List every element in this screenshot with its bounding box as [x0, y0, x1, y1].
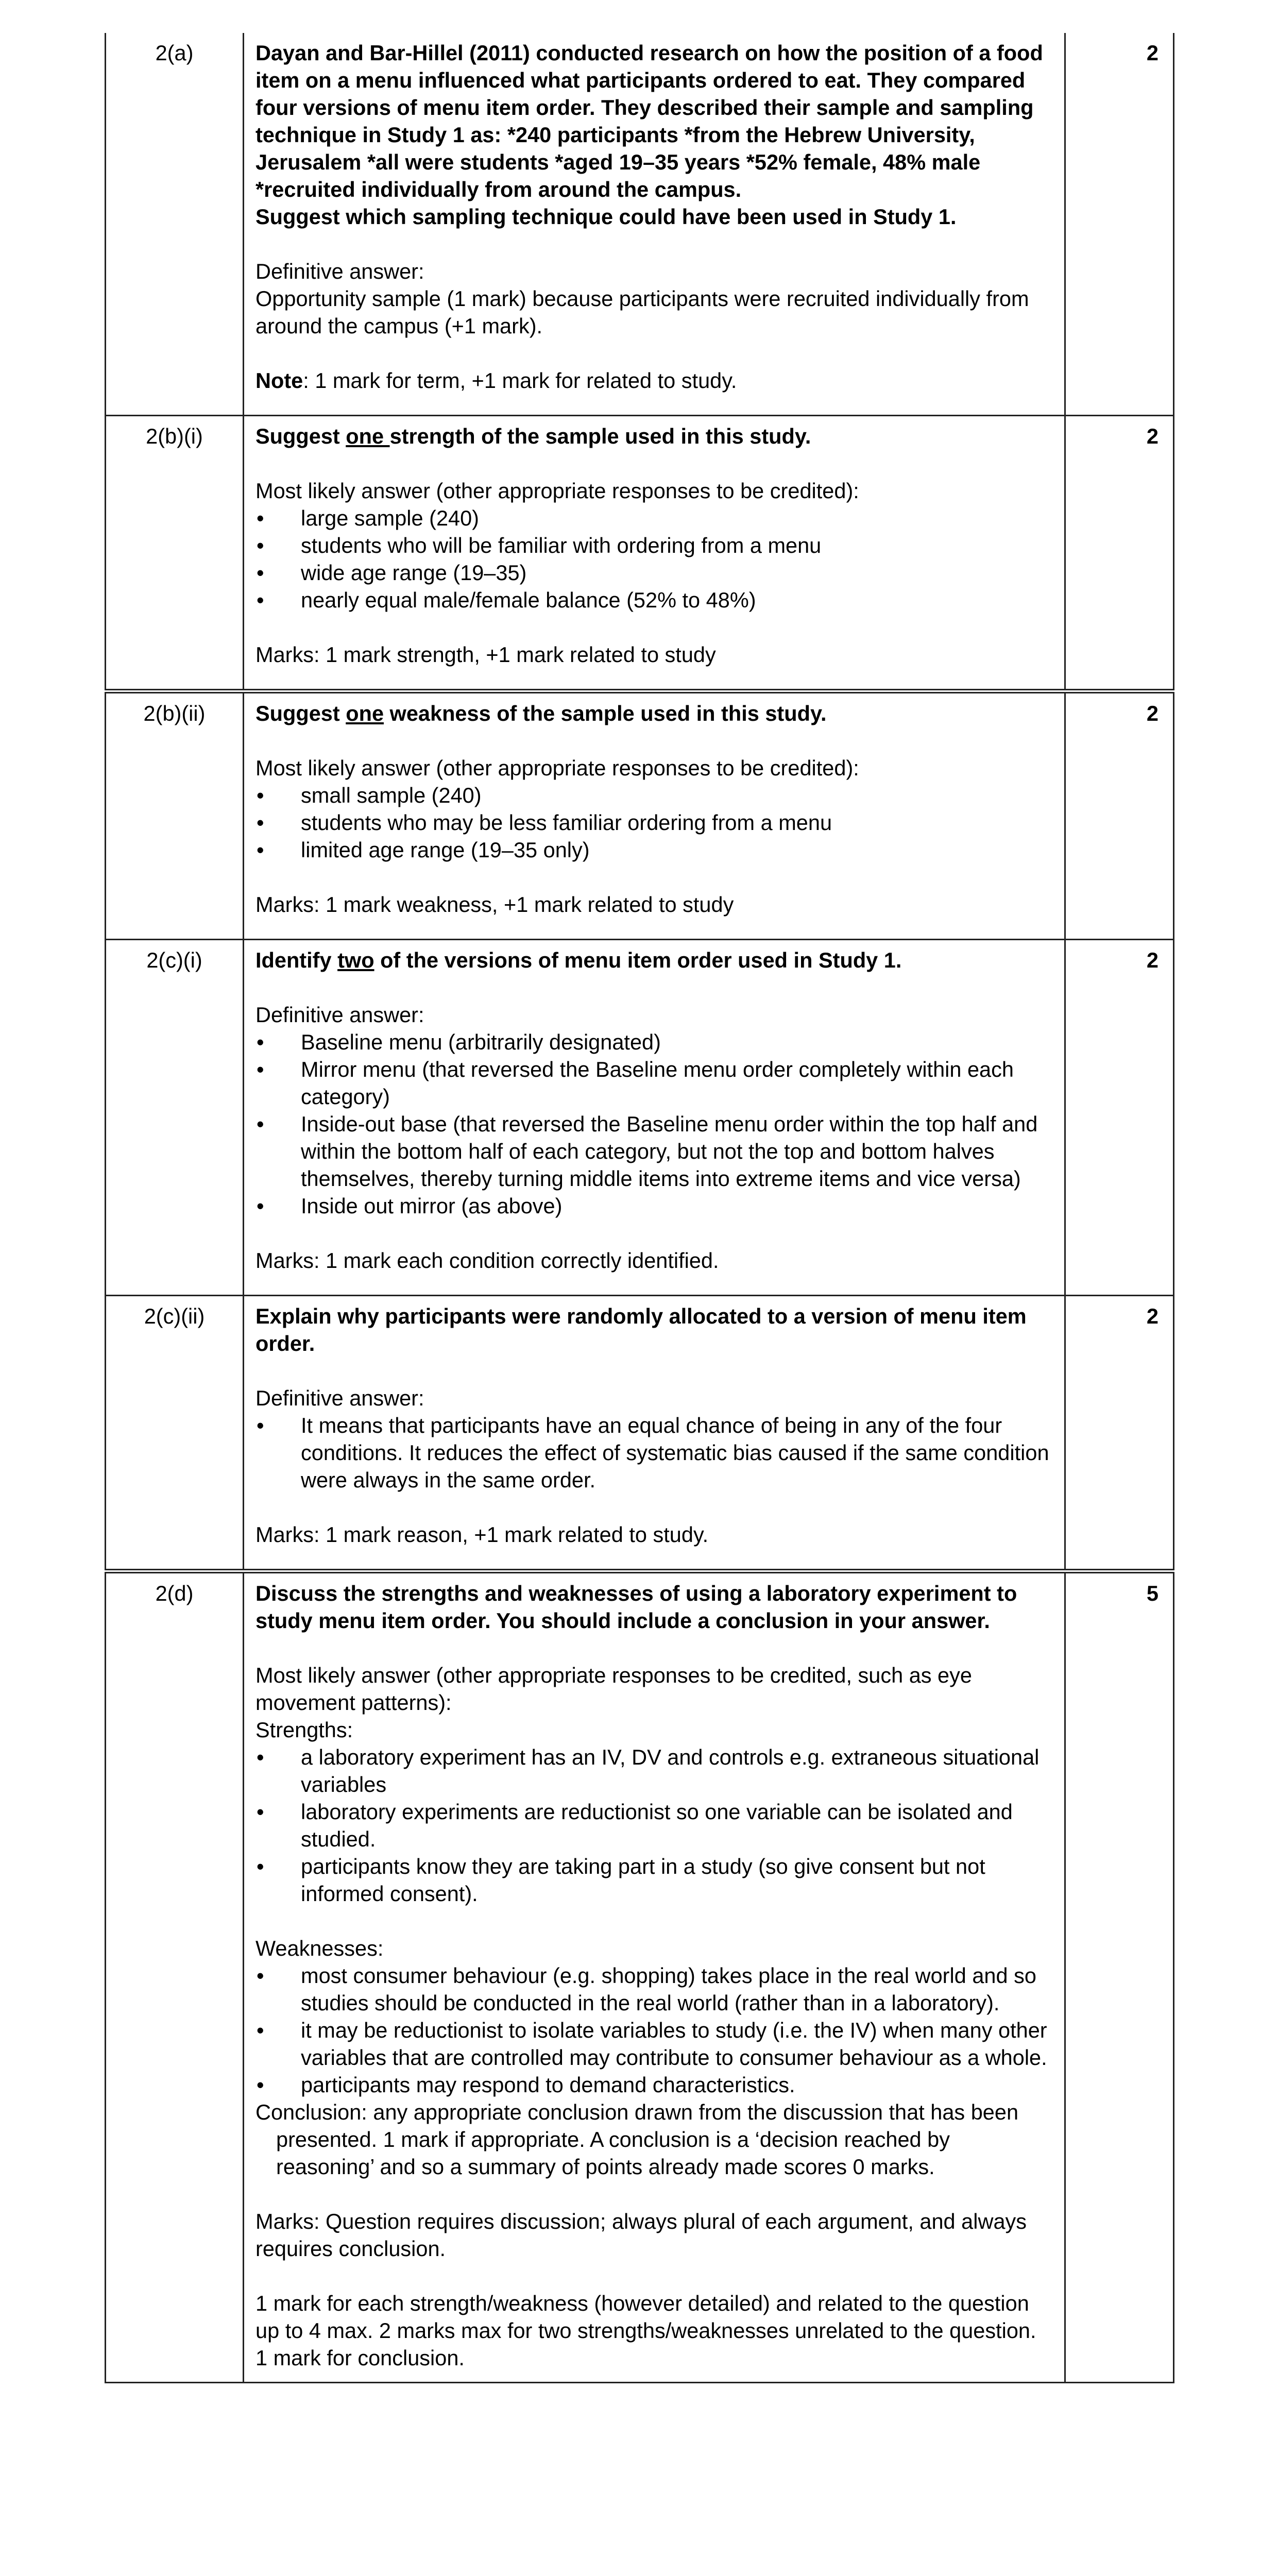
question-text-end: strength of the sample used in this study. — [389, 424, 811, 448]
list-item: • Mirror menu (that reversed the Baseline menu order completely within each category) — [255, 1056, 1050, 1110]
question-text: Dayan and Bar-Hillel (2011) conducted research on how the position of a food item on a menu influenced what participants ordered to eat. They compared four versions of menu item order. They described their sample and sampling technique in Study 1 as: *240 participants *from the Hebrew University, Jerusalem *all were students *aged 19–35 years *52% female, 48% male *recruited individually from around the campus. — [255, 41, 1043, 201]
question-row-2ci — [106, 940, 1174, 1296]
marks-value: 5 — [1065, 1571, 1174, 2383]
list-item: • nearly equal male/female balance (52% to 48%) — [255, 586, 1050, 614]
question-content — [244, 940, 1065, 1296]
answer-label: Most likely answer (other appropriate responses to be credited): — [255, 756, 859, 780]
answer-label: Definitive answer: — [255, 1386, 424, 1410]
list-item: • limited age range (19–35 only) — [255, 836, 1050, 863]
question-emphasis: two — [337, 948, 374, 972]
note-text: : 1 mark for term, +1 mark for related to study. — [303, 368, 737, 393]
question-text-end: of the versions of menu item order used in Study 1. — [374, 948, 902, 972]
question-emphasis: one — [346, 701, 384, 725]
marks-value: 2 — [1065, 416, 1174, 691]
answer-text: Opportunity sample (1 mark) because participants were recruited individually from around the campus (+1 mark). — [255, 286, 1029, 338]
question-text-start: Suggest — [255, 701, 346, 725]
question-text — [255, 700, 1050, 727]
question-text — [255, 422, 1050, 450]
question-row-2cii — [106, 1296, 1174, 1571]
question-content — [244, 1571, 1065, 2383]
answer-list — [255, 1412, 1050, 1494]
question-number: 2(b)(i) — [106, 416, 244, 691]
marks-guidance: Marks: 1 mark weakness, +1 mark related to study — [255, 892, 734, 917]
list-item: • Baseline menu (arbitrarily designated) — [255, 1028, 1050, 1056]
marks-value: 2 — [1065, 1296, 1174, 1571]
answer-label: Most likely answer (other appropriate responses to be credited): — [255, 479, 859, 503]
question-prompt: Suggest which sampling technique could have been used in Study 1. — [255, 205, 957, 229]
answer-list — [255, 782, 1050, 863]
question-text — [255, 946, 1050, 974]
mark-scheme-table — [105, 33, 1174, 2383]
answer-label: Definitive answer: — [255, 1003, 424, 1027]
question-number: 2(d) — [106, 1571, 244, 2383]
list-item: • Inside-out base (that reversed the Baseline menu order within the top half and within the bottom half of each category, but not the top and bottom halves themselves, thereby turning middle items into extreme items and vice versa) — [255, 1110, 1050, 1192]
conclusion-guidance: Conclusion: any appropriate conclusion drawn from the discussion that has been presented. 1 mark if appropriate. A conclusion is a ‘decision reached by reasoning’ and so a summary of points already made scores 0 marks. — [255, 2100, 1019, 2179]
question-number: 2(a) — [106, 33, 244, 416]
list-item: • participants may respond to demand characteristics. — [255, 2071, 1050, 2098]
list-item: • a laboratory experiment has an IV, DV and controls e.g. extraneous situational variables — [255, 1743, 1050, 1798]
list-item: • laboratory experiments are reductionist so one variable can be isolated and studied. — [255, 1798, 1050, 1853]
strengths-list — [255, 1743, 1050, 1907]
marks-value: 2 — [1065, 940, 1174, 1296]
list-item: • students who may be less familiar ordering from a menu — [255, 809, 1050, 836]
weaknesses-label: Weaknesses: — [255, 1936, 384, 1960]
question-number: 2(c)(ii) — [106, 1296, 244, 1571]
question-row-2bii — [106, 691, 1174, 940]
question-text: Discuss the strengths and weaknesses of using a laboratory experiment to study menu item order. You should include a conclusion in your answer. — [255, 1581, 1017, 1633]
weaknesses-list — [255, 1962, 1050, 2098]
question-content — [244, 691, 1065, 940]
marks-guidance: Marks: Question requires discussion; always plural of each argument, and always requires conclusion. — [255, 2209, 1027, 2261]
question-content — [244, 33, 1065, 416]
list-item: • small sample (240) — [255, 782, 1050, 809]
answer-list — [255, 504, 1050, 614]
list-item: • large sample (240) — [255, 504, 1050, 532]
question-text-start: Identify — [255, 948, 338, 972]
marks-guidance: Marks: 1 mark each condition correctly identified. — [255, 1248, 719, 1273]
question-number: 2(c)(i) — [106, 940, 244, 1296]
question-text-end: weakness of the sample used in this study. — [384, 701, 827, 725]
question-text: Explain why participants were randomly allocated to a version of menu item order. — [255, 1304, 1027, 1355]
list-item: • most consumer behaviour (e.g. shopping) takes place in the real world and so studies should be conducted in the real world (rather than in a laboratory). — [255, 1962, 1050, 2016]
list-item: • participants know they are taking part in a study (so give consent but not informed consent). — [255, 1853, 1050, 1907]
answer-list — [255, 1028, 1050, 1219]
question-content — [244, 416, 1065, 691]
marks-guidance: Marks: 1 mark strength, +1 mark related to study — [255, 642, 716, 667]
marks-guidance: Marks: 1 mark reason, +1 mark related to study. — [255, 1522, 709, 1547]
question-content — [244, 1296, 1065, 1571]
list-item: • it may be reductionist to isolate variables to study (i.e. the IV) when many other variables that are controlled may contribute to consumer behaviour as a whole. — [255, 2016, 1050, 2071]
question-number: 2(b)(ii) — [106, 691, 244, 940]
list-item: • Inside out mirror (as above) — [255, 1192, 1050, 1219]
question-row-2a — [106, 33, 1174, 416]
list-item: • It means that participants have an equal chance of being in any of the four conditions. It reduces the effect of systematic bias caused if the same condition were always in the same order. — [255, 1412, 1050, 1494]
answer-label: Definitive answer: — [255, 259, 424, 283]
note-label: Note — [255, 368, 303, 393]
marks-guidance-detail: 1 mark for each strength/weakness (however detailed) and related to the question up to 4 max. 2 marks max for two strengths/weaknesses unrelated to the question. 1 mark for conclusion. — [255, 2291, 1036, 2370]
question-text-start: Suggest — [255, 424, 346, 448]
list-item: • students who will be familiar with ordering from a menu — [255, 532, 1050, 559]
marks-value: 2 — [1065, 691, 1174, 940]
note — [255, 367, 1050, 394]
marks-value: 2 — [1065, 33, 1174, 416]
question-row-2d — [106, 1571, 1174, 2383]
strengths-label: Strengths: — [255, 1718, 353, 1742]
answer-label: Most likely answer (other appropriate responses to be credited, such as eye movement patterns): — [255, 1663, 972, 1715]
list-item: • wide age range (19–35) — [255, 559, 1050, 586]
question-emphasis: one — [346, 424, 390, 448]
question-row-2bi — [106, 416, 1174, 691]
